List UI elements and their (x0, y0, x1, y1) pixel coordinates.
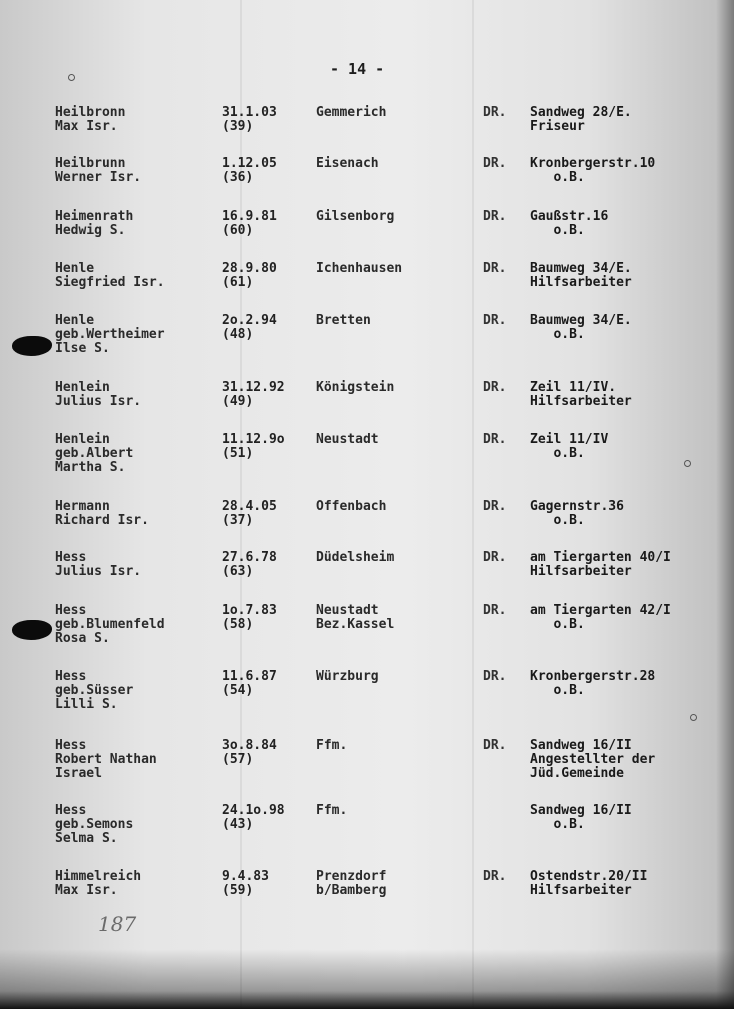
entry-birth-line: 1.12.05 (222, 156, 277, 171)
entry-code (483, 500, 506, 514)
entry-name (55, 314, 165, 356)
entry-birth-line: (51) (222, 446, 254, 461)
entry-name-line: Heilbrunn (55, 156, 126, 171)
entry-birth (222, 210, 277, 238)
entry-code-line: DR. (483, 105, 507, 120)
entry-code (483, 670, 506, 684)
entry-name-line: Hess (55, 738, 87, 753)
entry-birth (222, 551, 277, 579)
entry-birth-line: (39) (222, 119, 254, 134)
entry-name-line: Heimenrath (55, 209, 134, 224)
entry-name-line: Heilbronn (55, 105, 126, 120)
entry-name-line: Max Isr. (55, 883, 118, 898)
entry-birthplace-line: Düdelsheim (316, 550, 395, 565)
entry-name-line: Max Isr. (55, 119, 118, 134)
entry-birth-line: 2o.2.94 (222, 313, 277, 328)
entry-birthplace-line: Gemmerich (316, 105, 387, 120)
entry-address-line: Hilfsarbeiter (530, 564, 632, 579)
entry-address (530, 433, 608, 461)
entry-birth-line: (43) (222, 817, 254, 832)
entry-name (55, 870, 141, 898)
entry-name-line: Ilse S. (55, 341, 110, 356)
entry-birthplace-line: Würzburg (316, 669, 379, 684)
entry-name-line: Richard Isr. (55, 513, 149, 528)
entry-address (530, 314, 632, 342)
ink-mark (12, 620, 52, 640)
entry-birthplace (316, 500, 386, 514)
entry-birth-line: (58) (222, 617, 254, 632)
entry-birthplace (316, 739, 347, 753)
entry-birth-line: (48) (222, 327, 254, 342)
entry-code (483, 106, 506, 120)
entry-address-line: o.B. (530, 170, 585, 185)
handwritten-number: 187 (98, 912, 137, 936)
entry-birthplace (316, 604, 394, 632)
entry-name-line: Werner Isr. (55, 170, 142, 185)
entry-name (55, 262, 165, 290)
entry-address-line: Zeil 11/IV (530, 432, 609, 447)
entry-name-line: Martha S. (55, 460, 126, 475)
entry-birth (222, 804, 285, 832)
entry-birthplace-line: Offenbach (316, 499, 387, 514)
entry-birthplace (316, 433, 379, 447)
entry-code-line: DR. (483, 432, 507, 447)
entry-name (55, 381, 141, 409)
entry-birthplace (316, 210, 394, 224)
entry-address (530, 500, 624, 528)
entry-birthplace-line: Ffm. (316, 803, 348, 818)
entry-name (55, 433, 133, 475)
entry-address-line: Ostendstr.20/II (530, 869, 648, 884)
entry-birthplace-line: Neustadt (316, 603, 379, 618)
entry-birth-line: 1o.7.83 (222, 603, 277, 618)
entry-birthplace (316, 314, 371, 328)
page-edge-shadow (716, 0, 734, 1009)
entry-address-line: am Tiergarten 42/I (530, 603, 671, 618)
stain-speck (68, 74, 75, 81)
entry-address-line: o.B. (530, 446, 585, 461)
entry-name-line: Himmelreich (55, 869, 142, 884)
entry-name-line: Henle (55, 313, 95, 328)
entry-birthplace (316, 551, 394, 565)
entry-address-line: o.B. (530, 617, 585, 632)
entry-name-line: Julius Isr. (55, 394, 142, 409)
entry-code-line: DR. (483, 380, 507, 395)
entry-address (530, 157, 655, 185)
entry-birthplace (316, 157, 379, 171)
entry-birth (222, 604, 277, 632)
entry-address (530, 604, 671, 632)
entry-birth-line: 27.6.78 (222, 550, 277, 565)
entry-birth-line: (36) (222, 170, 254, 185)
entry-code (483, 433, 506, 447)
entry-address-line: Hilfsarbeiter (530, 883, 632, 898)
entry-name-line: Robert Nathan (55, 752, 157, 767)
entry-birth-line: 11.6.87 (222, 669, 277, 684)
entry-code-line: DR. (483, 869, 507, 884)
entry-name-line: Siegfried Isr. (55, 275, 165, 290)
entry-name (55, 670, 133, 712)
entry-name-line: Hess (55, 550, 87, 565)
entry-birth-line: (63) (222, 564, 254, 579)
entry-birth-line: 24.1o.98 (222, 803, 285, 818)
entry-code-line: DR. (483, 209, 507, 224)
entry-address-line: Hilfsarbeiter (530, 394, 632, 409)
entry-birth (222, 433, 285, 461)
entry-birth (222, 500, 277, 528)
ink-mark (12, 336, 52, 356)
entry-birth-line: 11.12.9o (222, 432, 285, 447)
entry-name (55, 804, 133, 846)
stain-speck (690, 714, 697, 721)
entry-name-line: Israel (55, 766, 102, 781)
entry-code (483, 381, 506, 395)
entry-code (483, 157, 506, 171)
entry-birth (222, 739, 277, 767)
entry-birth-line: 31.1.03 (222, 105, 277, 120)
entry-address-line: Zeil 11/IV. (530, 380, 617, 395)
entry-address-line: Sandweg 16/II (530, 738, 632, 753)
stain-speck (684, 460, 691, 467)
entry-address-line: Kronbergerstr.10 (530, 156, 656, 171)
entry-address-line: Kronbergerstr.28 (530, 669, 656, 684)
entry-address-line: Gagernstr.36 (530, 499, 624, 514)
entry-code (483, 551, 506, 565)
entry-birth-line: 28.9.80 (222, 261, 277, 276)
entry-address-line: o.B. (530, 223, 585, 238)
entry-birthplace-line: Bretten (316, 313, 371, 328)
entry-name-line: geb.Blumenfeld (55, 617, 165, 632)
entry-birth-line: 9.4.83 (222, 869, 269, 884)
entry-birth-line: (57) (222, 752, 254, 767)
entry-address (530, 210, 608, 238)
entry-address-line: Angestellter der (530, 752, 656, 767)
entry-birth (222, 314, 277, 342)
entry-address (530, 262, 632, 290)
entry-name-line: geb.Albert (55, 446, 134, 461)
entry-address-line: o.B. (530, 327, 585, 342)
entry-name-line: Hedwig S. (55, 223, 126, 238)
entry-name-line: Julius Isr. (55, 564, 142, 579)
entry-name (55, 551, 141, 579)
entry-code-line: DR. (483, 550, 507, 565)
entry-name (55, 106, 125, 134)
entry-birthplace (316, 870, 386, 898)
entry-name-line: Hermann (55, 499, 110, 514)
entry-name-line: Henlein (55, 380, 110, 395)
entry-code-line: DR. (483, 669, 507, 684)
entry-address (530, 670, 655, 698)
entry-birthplace-line: Prenzdorf (316, 869, 387, 884)
entry-birthplace-line: Neustadt (316, 432, 379, 447)
entry-birth-line: (61) (222, 275, 254, 290)
entry-birthplace-line: Gilsenborg (316, 209, 395, 224)
entry-birth-line: 31.12.92 (222, 380, 285, 395)
entry-birth (222, 381, 285, 409)
entry-birth (222, 670, 277, 698)
entry-name (55, 157, 141, 185)
entry-address-line: am Tiergarten 40/I (530, 550, 671, 565)
entry-name (55, 739, 157, 781)
entry-address-line: o.B. (530, 817, 585, 832)
entry-birth (222, 870, 269, 898)
entry-address-line: Hilfsarbeiter (530, 275, 632, 290)
entry-address-line: o.B. (530, 513, 585, 528)
page-bottom-shadow (0, 949, 734, 1009)
entry-birthplace (316, 106, 386, 120)
entry-birth-line: (59) (222, 883, 254, 898)
entry-birth-line: (60) (222, 223, 254, 238)
entry-birthplace-line: Ffm. (316, 738, 348, 753)
entry-address-line: Baumweg 34/E. (530, 261, 632, 276)
entry-birthplace (316, 804, 347, 818)
entry-birth-line: 3o.8.84 (222, 738, 277, 753)
entry-birth-line: 28.4.05 (222, 499, 277, 514)
entry-address (530, 551, 671, 579)
entry-birthplace (316, 381, 394, 395)
entry-name-line: geb.Semons (55, 817, 134, 832)
entry-name-line: Rosa S. (55, 631, 110, 646)
entry-birthplace (316, 670, 379, 684)
entry-address-line: Jüd.Gemeinde (530, 766, 624, 781)
entry-code-line: DR. (483, 603, 507, 618)
entry-name-line: geb.Wertheimer (55, 327, 165, 342)
entry-address-line: o.B. (530, 683, 585, 698)
entry-address (530, 739, 655, 781)
entry-address (530, 804, 632, 832)
entry-name-line: Hess (55, 669, 87, 684)
entry-name-line: Selma S. (55, 831, 118, 846)
entry-birth-line: (37) (222, 513, 254, 528)
entry-name-line: Hess (55, 603, 87, 618)
entry-code-line: DR. (483, 156, 507, 171)
entry-birthplace-line: Bez.Kassel (316, 617, 395, 632)
entry-address-line: Sandweg 16/II (530, 803, 632, 818)
entry-birthplace (316, 262, 402, 276)
entry-code-line: DR. (483, 261, 507, 276)
entry-name-line: Lilli S. (55, 697, 118, 712)
entry-birthplace-line: Königstein (316, 380, 395, 395)
entry-code-line: DR. (483, 738, 507, 753)
entry-name-line: geb.Süsser (55, 683, 134, 698)
entry-name (55, 210, 133, 238)
entry-birth-line: 16.9.81 (222, 209, 277, 224)
entry-name (55, 604, 165, 646)
entry-birthplace-line: Ichenhausen (316, 261, 403, 276)
entry-name-line: Henlein (55, 432, 110, 447)
entry-code-line: DR. (483, 313, 507, 328)
entry-code (483, 604, 506, 618)
entry-code (483, 870, 506, 884)
entry-code (483, 739, 506, 753)
entry-birthplace-line: Eisenach (316, 156, 379, 171)
entry-address-line: Friseur (530, 119, 585, 134)
entry-birth-line: (54) (222, 683, 254, 698)
entry-code (483, 314, 506, 328)
entry-birth (222, 157, 277, 185)
entry-address (530, 870, 647, 898)
entry-birth-line: (49) (222, 394, 254, 409)
entry-address-line: Gaußstr.16 (530, 209, 609, 224)
entry-code (483, 262, 506, 276)
entry-address-line: Baumweg 34/E. (530, 313, 632, 328)
entry-code (483, 210, 506, 224)
entry-birthplace-line: b/Bamberg (316, 883, 387, 898)
fold-line (472, 0, 474, 1009)
entry-address (530, 381, 632, 409)
entry-birth (222, 106, 277, 134)
entry-name (55, 500, 149, 528)
entry-name-line: Hess (55, 803, 87, 818)
entry-code-line: DR. (483, 499, 507, 514)
entry-address-line: Sandweg 28/E. (530, 105, 632, 120)
entry-address (530, 106, 632, 134)
entry-name-line: Henle (55, 261, 95, 276)
page-number: - 14 - (330, 60, 385, 78)
entry-birth (222, 262, 277, 290)
